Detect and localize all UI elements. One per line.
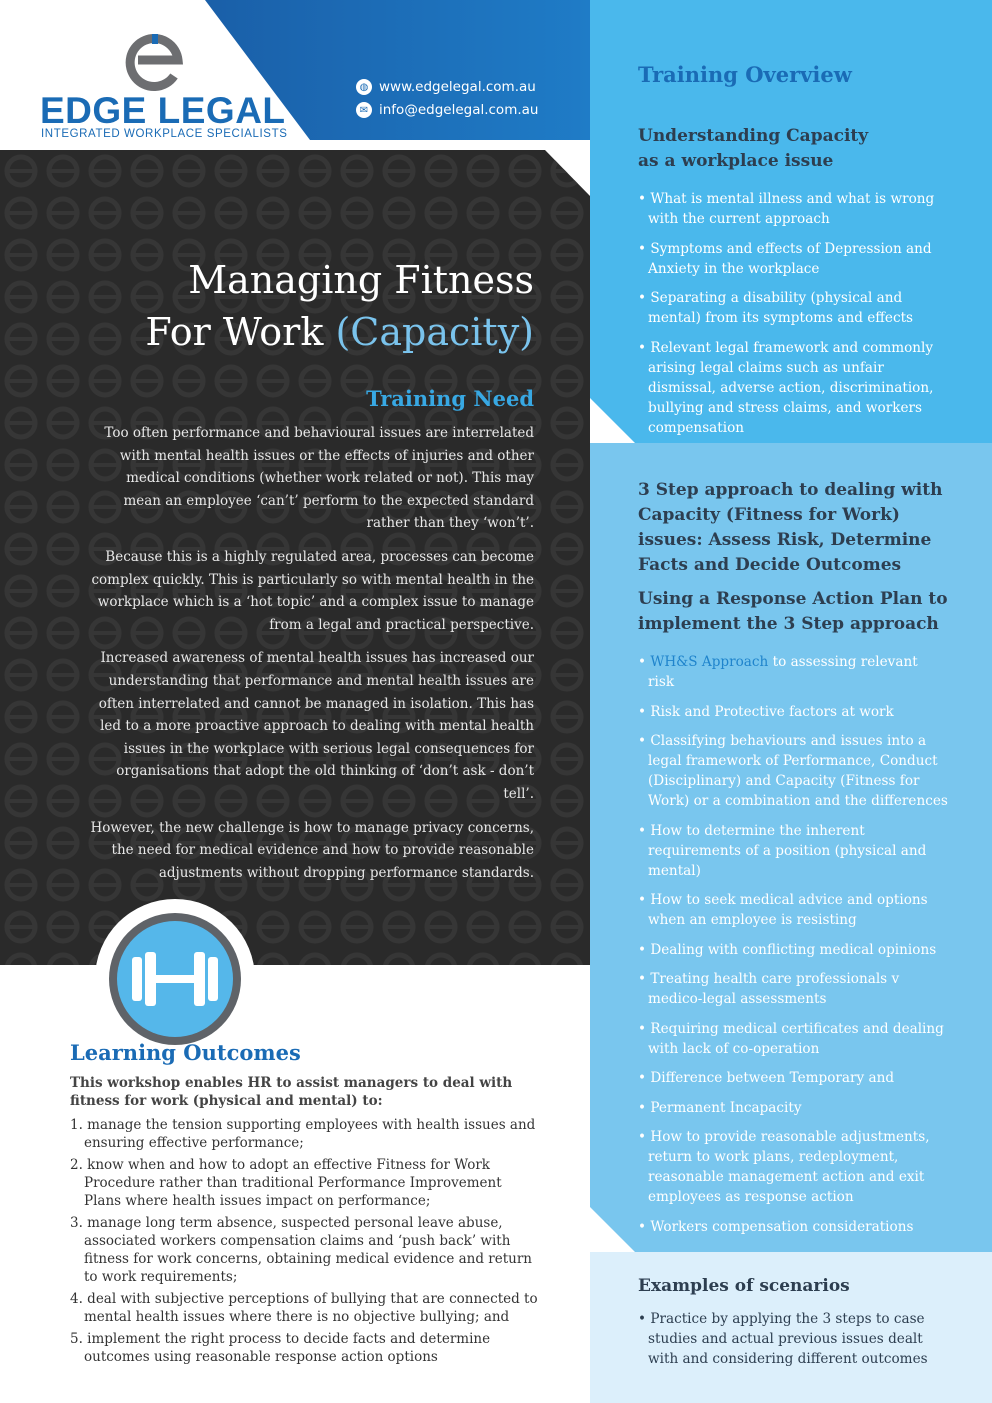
globe-icon: ◍ xyxy=(356,79,372,95)
email-text: info@edgelegal.com.au xyxy=(379,102,539,118)
title-highlight: (Capacity) xyxy=(335,310,534,354)
list-item: 3. manage long term absence, suspected personal leave abuse, associated workers compensation claims and ‘push back’ with fitness for work concerns, obtaining medical evidence and return to work requirements; xyxy=(70,1215,532,1285)
learning-outcomes-heading: Learning Outcomes xyxy=(70,1040,301,1065)
learning-outcomes-section xyxy=(70,1040,540,1370)
list-item: • How to determine the inherent requirements of a position (physical and mental) xyxy=(638,821,948,881)
title-line-1: Managing Fitness xyxy=(188,258,534,302)
list-item: • Permanent Incapacity xyxy=(638,1098,948,1118)
list-item xyxy=(638,652,948,692)
list-item: • Treating health care professionals v medico-legal assessments xyxy=(638,969,948,1009)
response-plan-heading: Using a Response Action Plan to implement the 3 Step approach xyxy=(638,589,948,634)
list-item: • How to provide reasonable adjustments, return to work plans, redeployment, reasonable management action and exit employees as response action xyxy=(638,1127,948,1207)
list-item: • Separating a disability (physical and mental) from its symptoms and effects xyxy=(638,288,948,328)
learning-intro: This workshop enables HR to assist managers to deal with fitness for work (physical and mental) to: xyxy=(70,1075,513,1109)
examples-heading: Examples of scenarios xyxy=(638,1276,850,1296)
list-item: 5. implement the right process to decide facts and determine outcomes using reasonable response action options xyxy=(70,1331,491,1365)
list-item: 4. deal with subjective perceptions of bullying that are connected to mental health issues where there is no objective bullying; and xyxy=(70,1291,538,1325)
training-need-section xyxy=(90,150,534,884)
list-item: • Practice by applying the 3 steps to case studies and actual previous issues dealt with and considering different outcomes xyxy=(638,1309,948,1369)
edge-legal-logo xyxy=(40,30,288,140)
training-overview-heading: Training Overview xyxy=(638,62,852,87)
examples-list xyxy=(638,1309,948,1369)
list-item: 1. manage the tension supporting employees with health issues and ensuring effective performance; xyxy=(70,1117,536,1151)
logo-tagline: INTEGRATED WORKPLACE SPECIALISTS xyxy=(41,128,288,140)
list-item: • Relevant legal framework and commonly arising legal claims such as unfair dismissal, adverse action, discrimination, bullying and stress claims, and workers compensation xyxy=(638,338,948,438)
whs-rest: to assessing relevant risk xyxy=(648,654,918,690)
need-paragraph-4: However, the new challenge is how to manage privacy concerns, the need for medical evidence and how to provide reasonable adjustments without dropping performance standards. xyxy=(90,819,534,881)
list-item: • Symptoms and effects of Depression and Anxiety in the workplace xyxy=(638,239,948,279)
email-link[interactable] xyxy=(356,102,538,118)
title-line-2: For Work xyxy=(145,310,336,354)
need-paragraph-3: Increased awareness of mental health issues has increased our understanding that performance and mental health issues are often interrelated and cannot be managed in isolation. This has led to a more proactive approach to dealing with mental health issues in the workplace with serious legal consequences for organisations that adopt the old thinking of ‘don’t ask - don’t tell’. xyxy=(98,650,534,802)
overview-subheading-line-2: as a workplace issue xyxy=(638,151,834,171)
overview-subheading xyxy=(638,124,948,174)
list-item: • What is mental illness and what is wrong with the current approach xyxy=(638,189,948,229)
steps-list xyxy=(638,652,948,1237)
overview-subheading-line-1: Understanding Capacity xyxy=(638,126,869,146)
list-item: • Classifying behaviours and issues into a legal framework of Performance, Conduct (Disciplinary) and Capacity (Fitness for Work) or a combination and the differences xyxy=(638,731,948,811)
list-item: • Difference between Temporary and xyxy=(638,1068,948,1088)
website-link[interactable] xyxy=(356,79,536,95)
learning-list xyxy=(70,1116,540,1366)
need-paragraph-1: Too often performance and behavioural issues are interrelated with mental health issues or the effects of injuries and other medical conditions (whether work related or not). This may mean an employee ‘can’t’ perform to the expected standard rather than they ‘won’t’. xyxy=(104,425,534,532)
list-item: • Dealing with conflicting medical opinions xyxy=(638,940,948,960)
list-item: • How to seek medical advice and options when an employee is resisting xyxy=(638,890,948,930)
list-item: 2. know when and how to adopt an effective Fitness for Work Procedure rather than traditional Performance Improvement Plans where health issues impact on performance; xyxy=(70,1157,502,1209)
whs-highlight: WH&S Approach xyxy=(650,654,769,670)
list-item: • Workers compensation considerations xyxy=(638,1217,948,1237)
page-title xyxy=(90,254,534,358)
three-step-section xyxy=(638,478,948,1246)
training-need-heading: Training Need xyxy=(366,386,534,411)
logo-name: EDGE LEGAL xyxy=(40,90,286,131)
logo-e-icon xyxy=(124,32,184,92)
overview-list xyxy=(638,189,948,438)
dumbbell-icon xyxy=(94,898,256,1060)
mail-icon: ✉ xyxy=(356,102,372,118)
three-step-heading: 3 Step approach to dealing with Capacity (Fitness for Work) issues: Assess Risk, Determine Facts and Decide Outcomes xyxy=(638,480,943,575)
list-item: • Risk and Protective factors at work xyxy=(638,702,948,722)
training-overview-section xyxy=(638,62,948,447)
need-paragraph-2: Because this is a highly regulated area, processes can become complex quickly. This is particularly so with mental health in the workplace which is a ‘hot topic’ and a complex issue to manage from a legal and practical perspective. xyxy=(91,548,534,633)
list-item: • Requiring medical certificates and dealing with lack of co-operation xyxy=(638,1019,948,1059)
website-text: www.edgelegal.com.au xyxy=(379,79,536,95)
examples-section xyxy=(638,1274,948,1379)
